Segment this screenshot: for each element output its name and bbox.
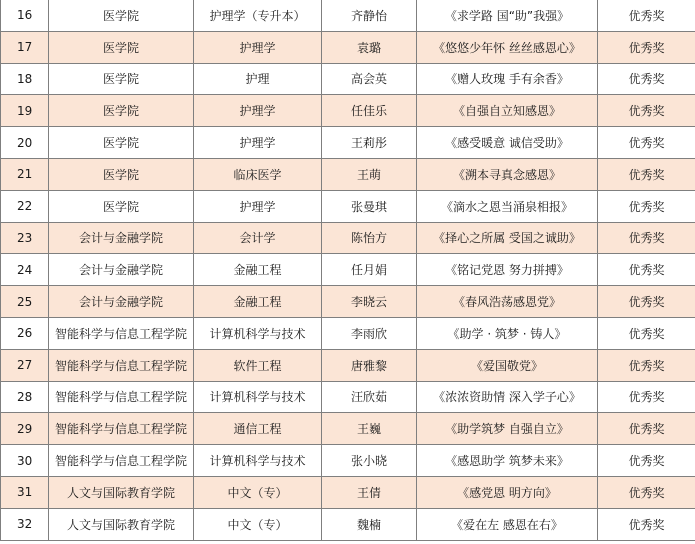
award-cell: 优秀奖 bbox=[598, 317, 695, 349]
college-cell: 智能科学与信息工程学院 bbox=[49, 317, 194, 349]
work-title-cell: 《自强自立知感恩》 bbox=[417, 95, 598, 127]
major-cell: 护理学 bbox=[194, 190, 322, 222]
college-cell: 医学院 bbox=[49, 95, 194, 127]
major-cell: 计算机科学与技术 bbox=[194, 317, 322, 349]
table-row bbox=[1, 286, 695, 318]
work-title-cell: 《感党恩 明方向》 bbox=[417, 476, 598, 508]
row-number: 20 bbox=[1, 127, 49, 159]
student-name-cell: 齐静怡 bbox=[322, 0, 417, 31]
row-number: 26 bbox=[1, 317, 49, 349]
work-title-cell: 《铭记党恩 努力拼搏》 bbox=[417, 254, 598, 286]
award-cell: 优秀奖 bbox=[598, 63, 695, 95]
student-name-cell: 李晓云 bbox=[322, 286, 417, 318]
student-name-cell: 任佳乐 bbox=[322, 95, 417, 127]
college-cell: 会计与金融学院 bbox=[49, 254, 194, 286]
work-title-cell: 《溯本寻真念感恩》 bbox=[417, 158, 598, 190]
award-cell: 优秀奖 bbox=[598, 286, 695, 318]
student-name-cell: 高会英 bbox=[322, 63, 417, 95]
student-name-cell: 陈怡方 bbox=[322, 222, 417, 254]
college-cell: 人文与国际教育学院 bbox=[49, 476, 194, 508]
work-title-cell: 《择心之所属 受国之诚助》 bbox=[417, 222, 598, 254]
major-cell: 护理 bbox=[194, 63, 322, 95]
work-title-cell: 《滴水之恩当涌泉相报》 bbox=[417, 190, 598, 222]
student-name-cell: 李雨欣 bbox=[322, 317, 417, 349]
award-cell: 优秀奖 bbox=[598, 31, 695, 63]
major-cell: 金融工程 bbox=[194, 254, 322, 286]
table-row bbox=[1, 445, 695, 477]
student-name-cell: 汪欣茹 bbox=[322, 381, 417, 413]
major-cell: 计算机科学与技术 bbox=[194, 381, 322, 413]
work-title-cell: 《助学 · 筑梦 · 铸人》 bbox=[417, 317, 598, 349]
major-cell: 中文（专） bbox=[194, 508, 322, 540]
table-row bbox=[1, 222, 695, 254]
award-cell: 优秀奖 bbox=[598, 413, 695, 445]
college-cell: 医学院 bbox=[49, 31, 194, 63]
award-cell: 优秀奖 bbox=[598, 476, 695, 508]
award-cell: 优秀奖 bbox=[598, 95, 695, 127]
major-cell: 软件工程 bbox=[194, 349, 322, 381]
work-title-cell: 《求学路 国“助”我强》 bbox=[417, 0, 598, 31]
student-name-cell: 王莉彤 bbox=[322, 127, 417, 159]
work-title-cell: 《悠悠少年怀 丝丝感恩心》 bbox=[417, 31, 598, 63]
college-cell: 医学院 bbox=[49, 127, 194, 159]
row-number: 18 bbox=[1, 63, 49, 95]
row-number: 29 bbox=[1, 413, 49, 445]
row-number: 31 bbox=[1, 476, 49, 508]
student-name-cell: 唐雅黎 bbox=[322, 349, 417, 381]
award-cell: 优秀奖 bbox=[598, 158, 695, 190]
major-cell: 金融工程 bbox=[194, 286, 322, 318]
row-number: 22 bbox=[1, 190, 49, 222]
table-row bbox=[1, 63, 695, 95]
table-row bbox=[1, 349, 695, 381]
major-cell: 护理学 bbox=[194, 95, 322, 127]
row-number: 21 bbox=[1, 158, 49, 190]
award-cell: 优秀奖 bbox=[598, 254, 695, 286]
college-cell: 医学院 bbox=[49, 190, 194, 222]
row-number: 24 bbox=[1, 254, 49, 286]
college-cell: 医学院 bbox=[49, 0, 194, 31]
row-number: 17 bbox=[1, 31, 49, 63]
student-name-cell: 王萌 bbox=[322, 158, 417, 190]
major-cell: 会计学 bbox=[194, 222, 322, 254]
work-title-cell: 《春风浩荡感恩党》 bbox=[417, 286, 598, 318]
table-row bbox=[1, 0, 695, 31]
table-row bbox=[1, 190, 695, 222]
table-row bbox=[1, 31, 695, 63]
work-title-cell: 《浓浓资助情 深入学子心》 bbox=[417, 381, 598, 413]
major-cell: 中文（专） bbox=[194, 476, 322, 508]
award-cell: 优秀奖 bbox=[598, 349, 695, 381]
work-title-cell: 《感受暖意 诚信受助》 bbox=[417, 127, 598, 159]
row-number: 19 bbox=[1, 95, 49, 127]
college-cell: 人文与国际教育学院 bbox=[49, 508, 194, 540]
table-row bbox=[1, 158, 695, 190]
student-name-cell: 王巍 bbox=[322, 413, 417, 445]
student-name-cell: 张曼琪 bbox=[322, 190, 417, 222]
row-number: 30 bbox=[1, 445, 49, 477]
college-cell: 会计与金融学院 bbox=[49, 286, 194, 318]
row-number: 28 bbox=[1, 381, 49, 413]
table-row bbox=[1, 254, 695, 286]
award-cell: 优秀奖 bbox=[598, 381, 695, 413]
work-title-cell: 《爱在左 感恩在右》 bbox=[417, 508, 598, 540]
row-number: 27 bbox=[1, 349, 49, 381]
award-cell: 优秀奖 bbox=[598, 445, 695, 477]
work-title-cell: 《感恩助学 筑梦未来》 bbox=[417, 445, 598, 477]
work-title-cell: 《赠人玫瑰 手有余香》 bbox=[417, 63, 598, 95]
college-cell: 智能科学与信息工程学院 bbox=[49, 413, 194, 445]
award-cell: 优秀奖 bbox=[598, 508, 695, 540]
student-name-cell: 张小晓 bbox=[322, 445, 417, 477]
major-cell: 护理学 bbox=[194, 127, 322, 159]
table-row bbox=[1, 317, 695, 349]
college-cell: 智能科学与信息工程学院 bbox=[49, 381, 194, 413]
row-number: 32 bbox=[1, 508, 49, 540]
major-cell: 临床医学 bbox=[194, 158, 322, 190]
row-number: 16 bbox=[1, 0, 49, 31]
award-cell: 优秀奖 bbox=[598, 222, 695, 254]
work-title-cell: 《爱国敬党》 bbox=[417, 349, 598, 381]
table-row bbox=[1, 381, 695, 413]
student-name-cell: 袁璐 bbox=[322, 31, 417, 63]
student-name-cell: 任月娟 bbox=[322, 254, 417, 286]
table-row bbox=[1, 127, 695, 159]
student-name-cell: 王倩 bbox=[322, 476, 417, 508]
table-row bbox=[1, 413, 695, 445]
student-name-cell: 魏楠 bbox=[322, 508, 417, 540]
table-row bbox=[1, 95, 695, 127]
major-cell: 通信工程 bbox=[194, 413, 322, 445]
row-number: 23 bbox=[1, 222, 49, 254]
row-number: 25 bbox=[1, 286, 49, 318]
college-cell: 智能科学与信息工程学院 bbox=[49, 445, 194, 477]
award-cell: 优秀奖 bbox=[598, 190, 695, 222]
college-cell: 会计与金融学院 bbox=[49, 222, 194, 254]
major-cell: 计算机科学与技术 bbox=[194, 445, 322, 477]
college-cell: 医学院 bbox=[49, 158, 194, 190]
award-cell: 优秀奖 bbox=[598, 127, 695, 159]
award-table-body bbox=[1, 0, 695, 540]
major-cell: 护理学（专升本） bbox=[194, 0, 322, 31]
major-cell: 护理学 bbox=[194, 31, 322, 63]
table-row bbox=[1, 508, 695, 540]
college-cell: 医学院 bbox=[49, 63, 194, 95]
work-title-cell: 《助学筑梦 自强自立》 bbox=[417, 413, 598, 445]
award-cell: 优秀奖 bbox=[598, 0, 695, 31]
college-cell: 智能科学与信息工程学院 bbox=[49, 349, 194, 381]
table-row bbox=[1, 476, 695, 508]
